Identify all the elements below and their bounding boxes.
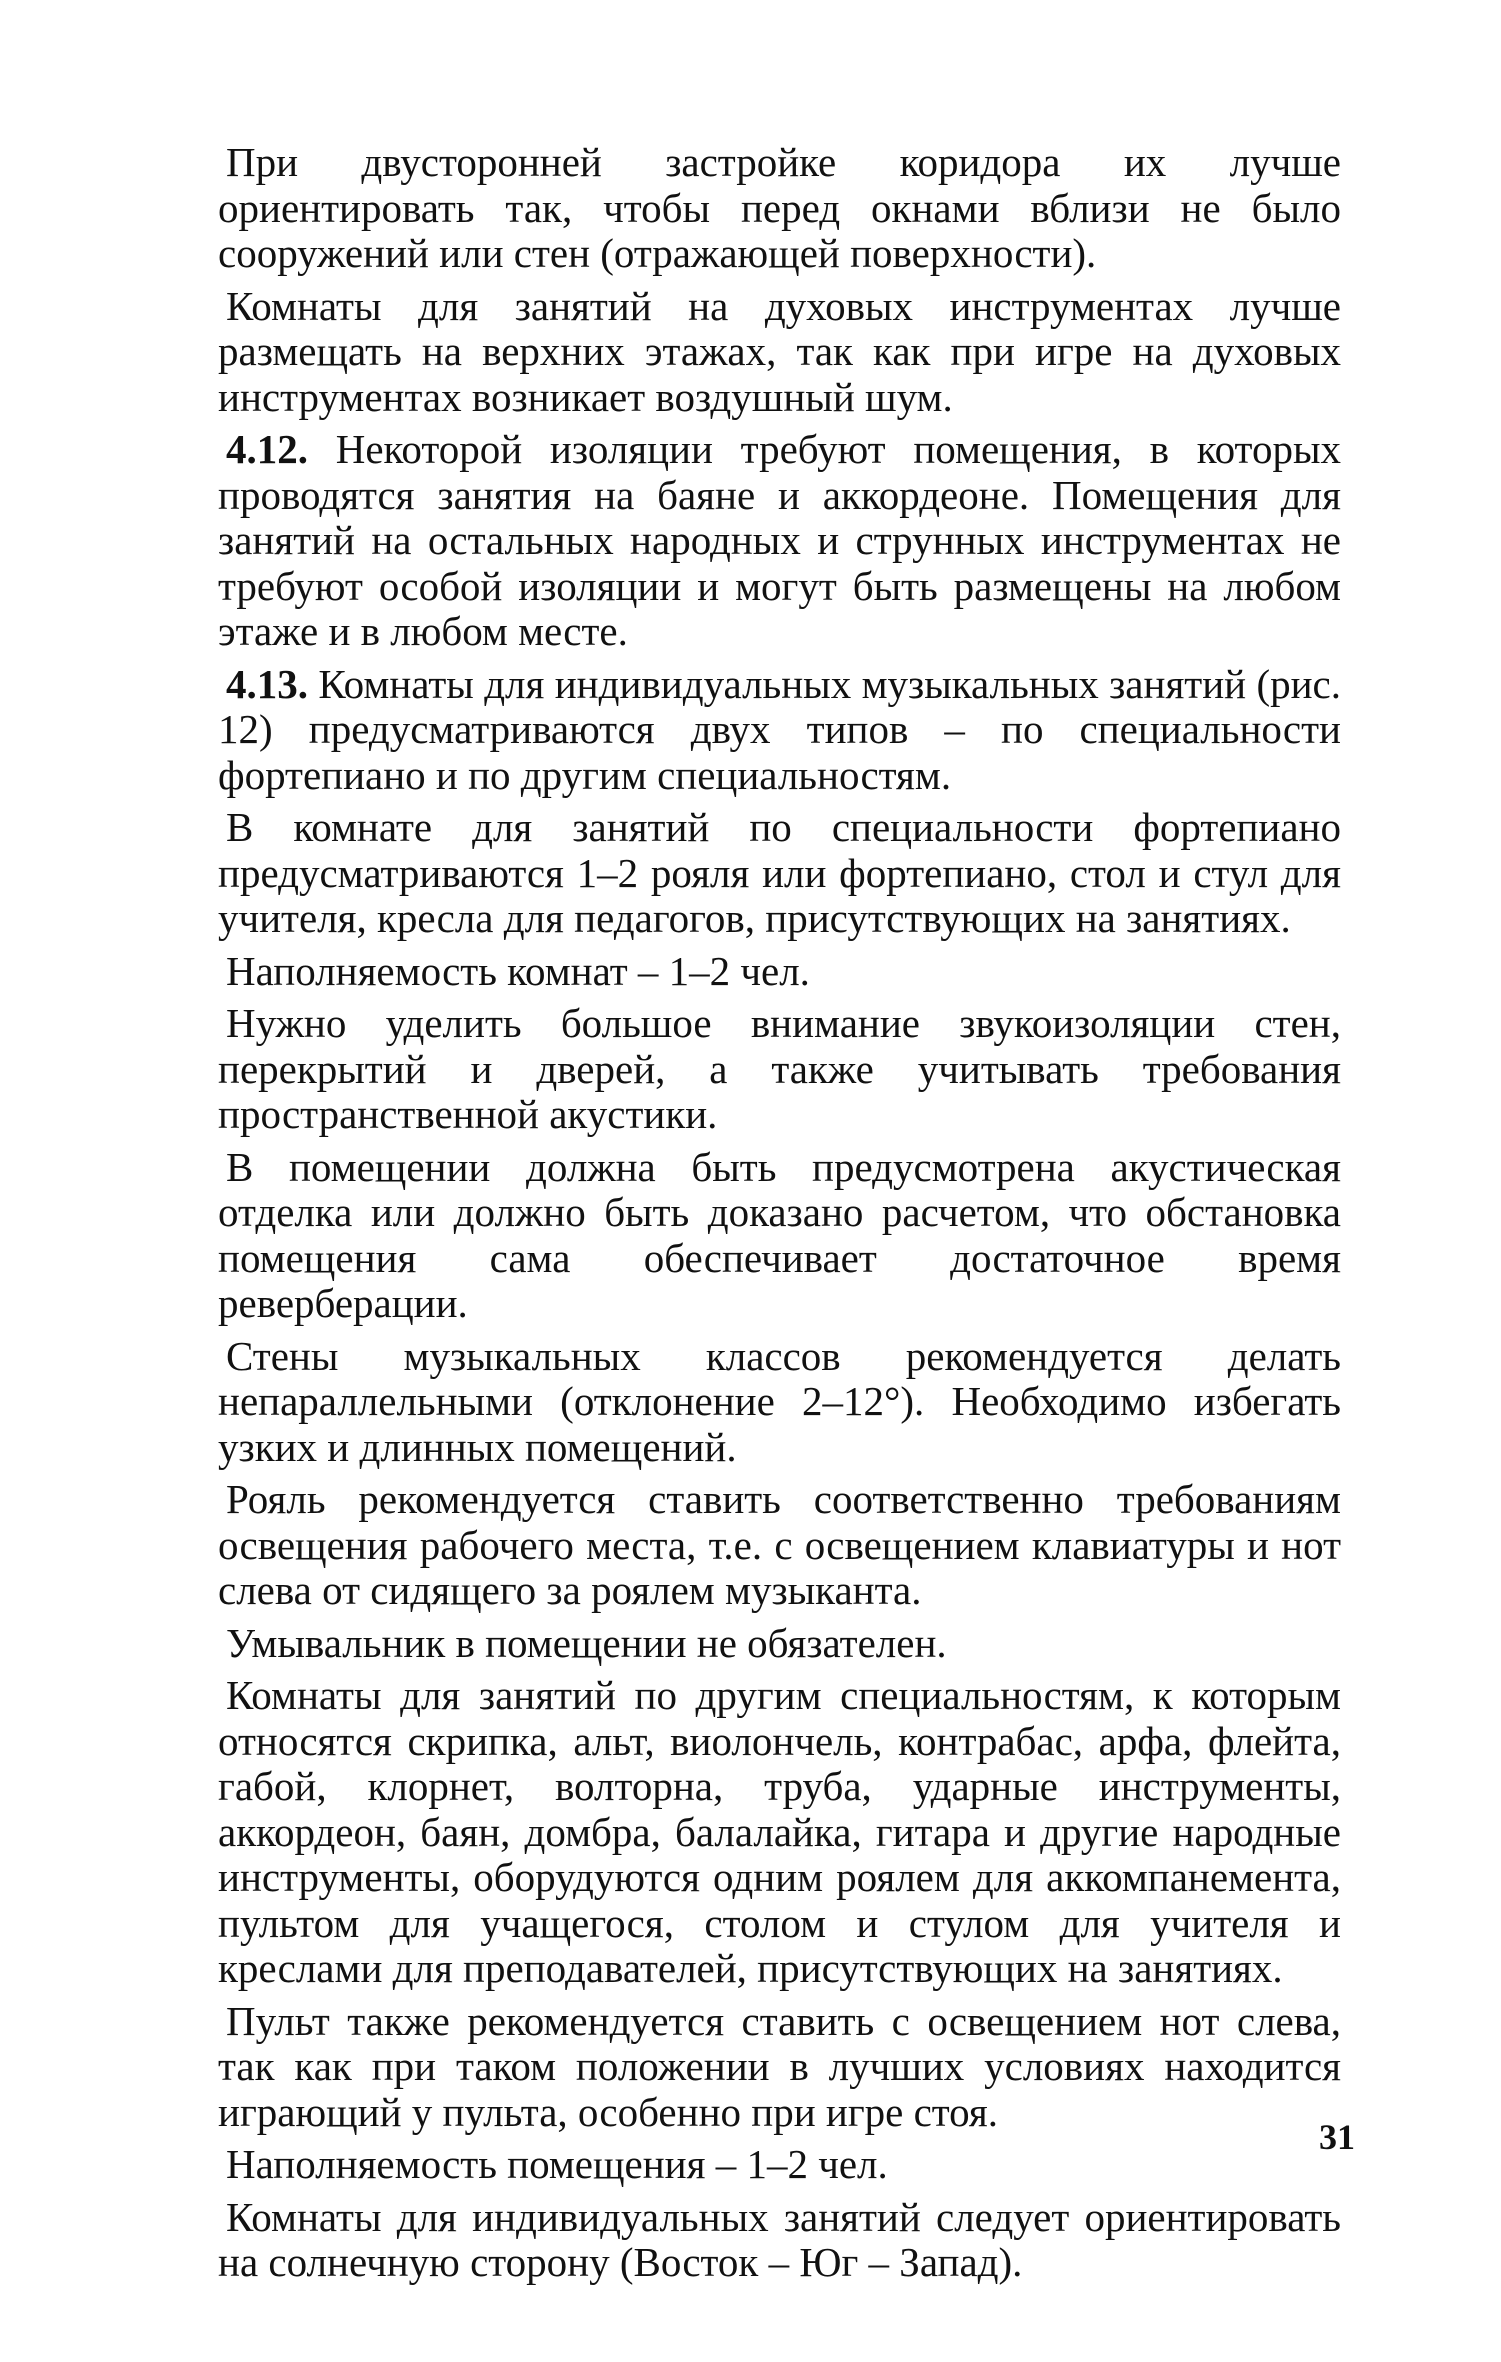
paragraph-text: Наполняемость комнат – 1–2 чел. xyxy=(226,947,810,994)
paragraph-1 xyxy=(218,140,1341,277)
paragraph-text: Комнаты для занятий по другим специальностям, к которым относятся скрипка, альт, виолончель, контрабас, арфа, флейта, габой, клорнет, волторна, труба, ударные инструменты, аккордеон, баян, домбра, балалайка, гитара и другие народные инструменты, оборудуются одним роялем для аккомпанемента, пультом для учащегося, столом и стулом для учителя и креслами для преподавателей, присутствующих на занятиях. xyxy=(218,1672,1341,1991)
paragraph-text: Комнаты для занятий на духовых инструментах лучше размещать на верхних этажах, так как при игре на духовых инструментах возникает воздушный шум. xyxy=(218,282,1341,420)
paragraph-text: В комнате для занятий по специальности фортепиано предусматриваются 1–2 рояля или фортепиано, стол и стул для учителя, кресла для педагогов, присутствующих на занятиях. xyxy=(218,804,1341,941)
paragraph-13 xyxy=(218,1999,1341,2136)
paragraph-text: Некоторой изоляции требуют помещения, в которых проводятся занятия на баяне и аккордеоне. Помещения для занятий на остальных народных и струнных инструментах не требуют особой изоляции и могут быть размещены на любом этаже и в любом месте. xyxy=(218,426,1341,654)
paragraph-text: Наполняемость помещения – 1–2 чел. xyxy=(226,2141,888,2187)
page-body xyxy=(218,140,1341,2293)
paragraph-number: 4.13. xyxy=(226,660,308,707)
paragraph-text: В помещении должна быть предусмотрена акустическая отделка или должно быть доказано расчетом, что обстановка помещения сама обеспечивает достаточное время реверберации. xyxy=(218,1143,1341,1326)
paragraph-text: Комнаты для индивидуальных музыкальных занятий (рис. 12) предусматриваются двух типов – по специальности фортепиано и по другим специальностям. xyxy=(218,660,1341,798)
paragraph-9 xyxy=(218,1334,1341,1471)
paragraph-15 xyxy=(218,2195,1341,2286)
paragraph-text: Умывальник в помещении не обязателен. xyxy=(226,1619,947,1666)
paragraph-number: 4.12. xyxy=(226,426,308,472)
paragraph-text: Пульт также рекомендуется ставить с освещением нот слева, так как при таком положении в лучших условиях находится играющий у пульта, особенно при игре стоя. xyxy=(218,1997,1341,2135)
paragraph-3 xyxy=(218,427,1341,655)
page-number: 31 xyxy=(1319,2117,1355,2157)
paragraph-7 xyxy=(218,1001,1341,1138)
paragraph-text: Нужно уделить большое внимание звукоизоляции стен, перекрытий и дверей, а также учитывать требования пространственной акустики. xyxy=(218,1000,1341,1137)
paragraph-text: Рояль рекомендуется ставить соответственно требованиям освещения рабочего места, т.е. с освещением клавиатуры и нот слева от сидящего за роялем музыканта. xyxy=(218,1476,1341,1613)
paragraph-14 xyxy=(218,2142,1341,2188)
paragraph-12 xyxy=(218,1673,1341,1992)
paragraph-5 xyxy=(218,805,1341,942)
paragraph-8 xyxy=(218,1145,1341,1327)
paragraph-2 xyxy=(218,284,1341,421)
paragraph-10 xyxy=(218,1477,1341,1614)
paragraph-text: При двусторонней застройке коридора их лучше ориентировать так, чтобы перед окнами вблизи не было сооружений или стен (отражающей поверхности). xyxy=(218,139,1341,276)
paragraph-6 xyxy=(218,949,1341,995)
paragraph-text: Стены музыкальных классов рекомендуется делать непараллельными (отклонение 2–12°). Необходимо избегать узких и длинных помещений. xyxy=(218,1332,1341,1470)
paragraph-4 xyxy=(218,662,1341,799)
paragraph-text: Комнаты для индивидуальных занятий следует ориентировать на солнечную сторону (Восток – Юг – Запад). xyxy=(218,2193,1341,2285)
paragraph-11 xyxy=(218,1621,1341,1667)
